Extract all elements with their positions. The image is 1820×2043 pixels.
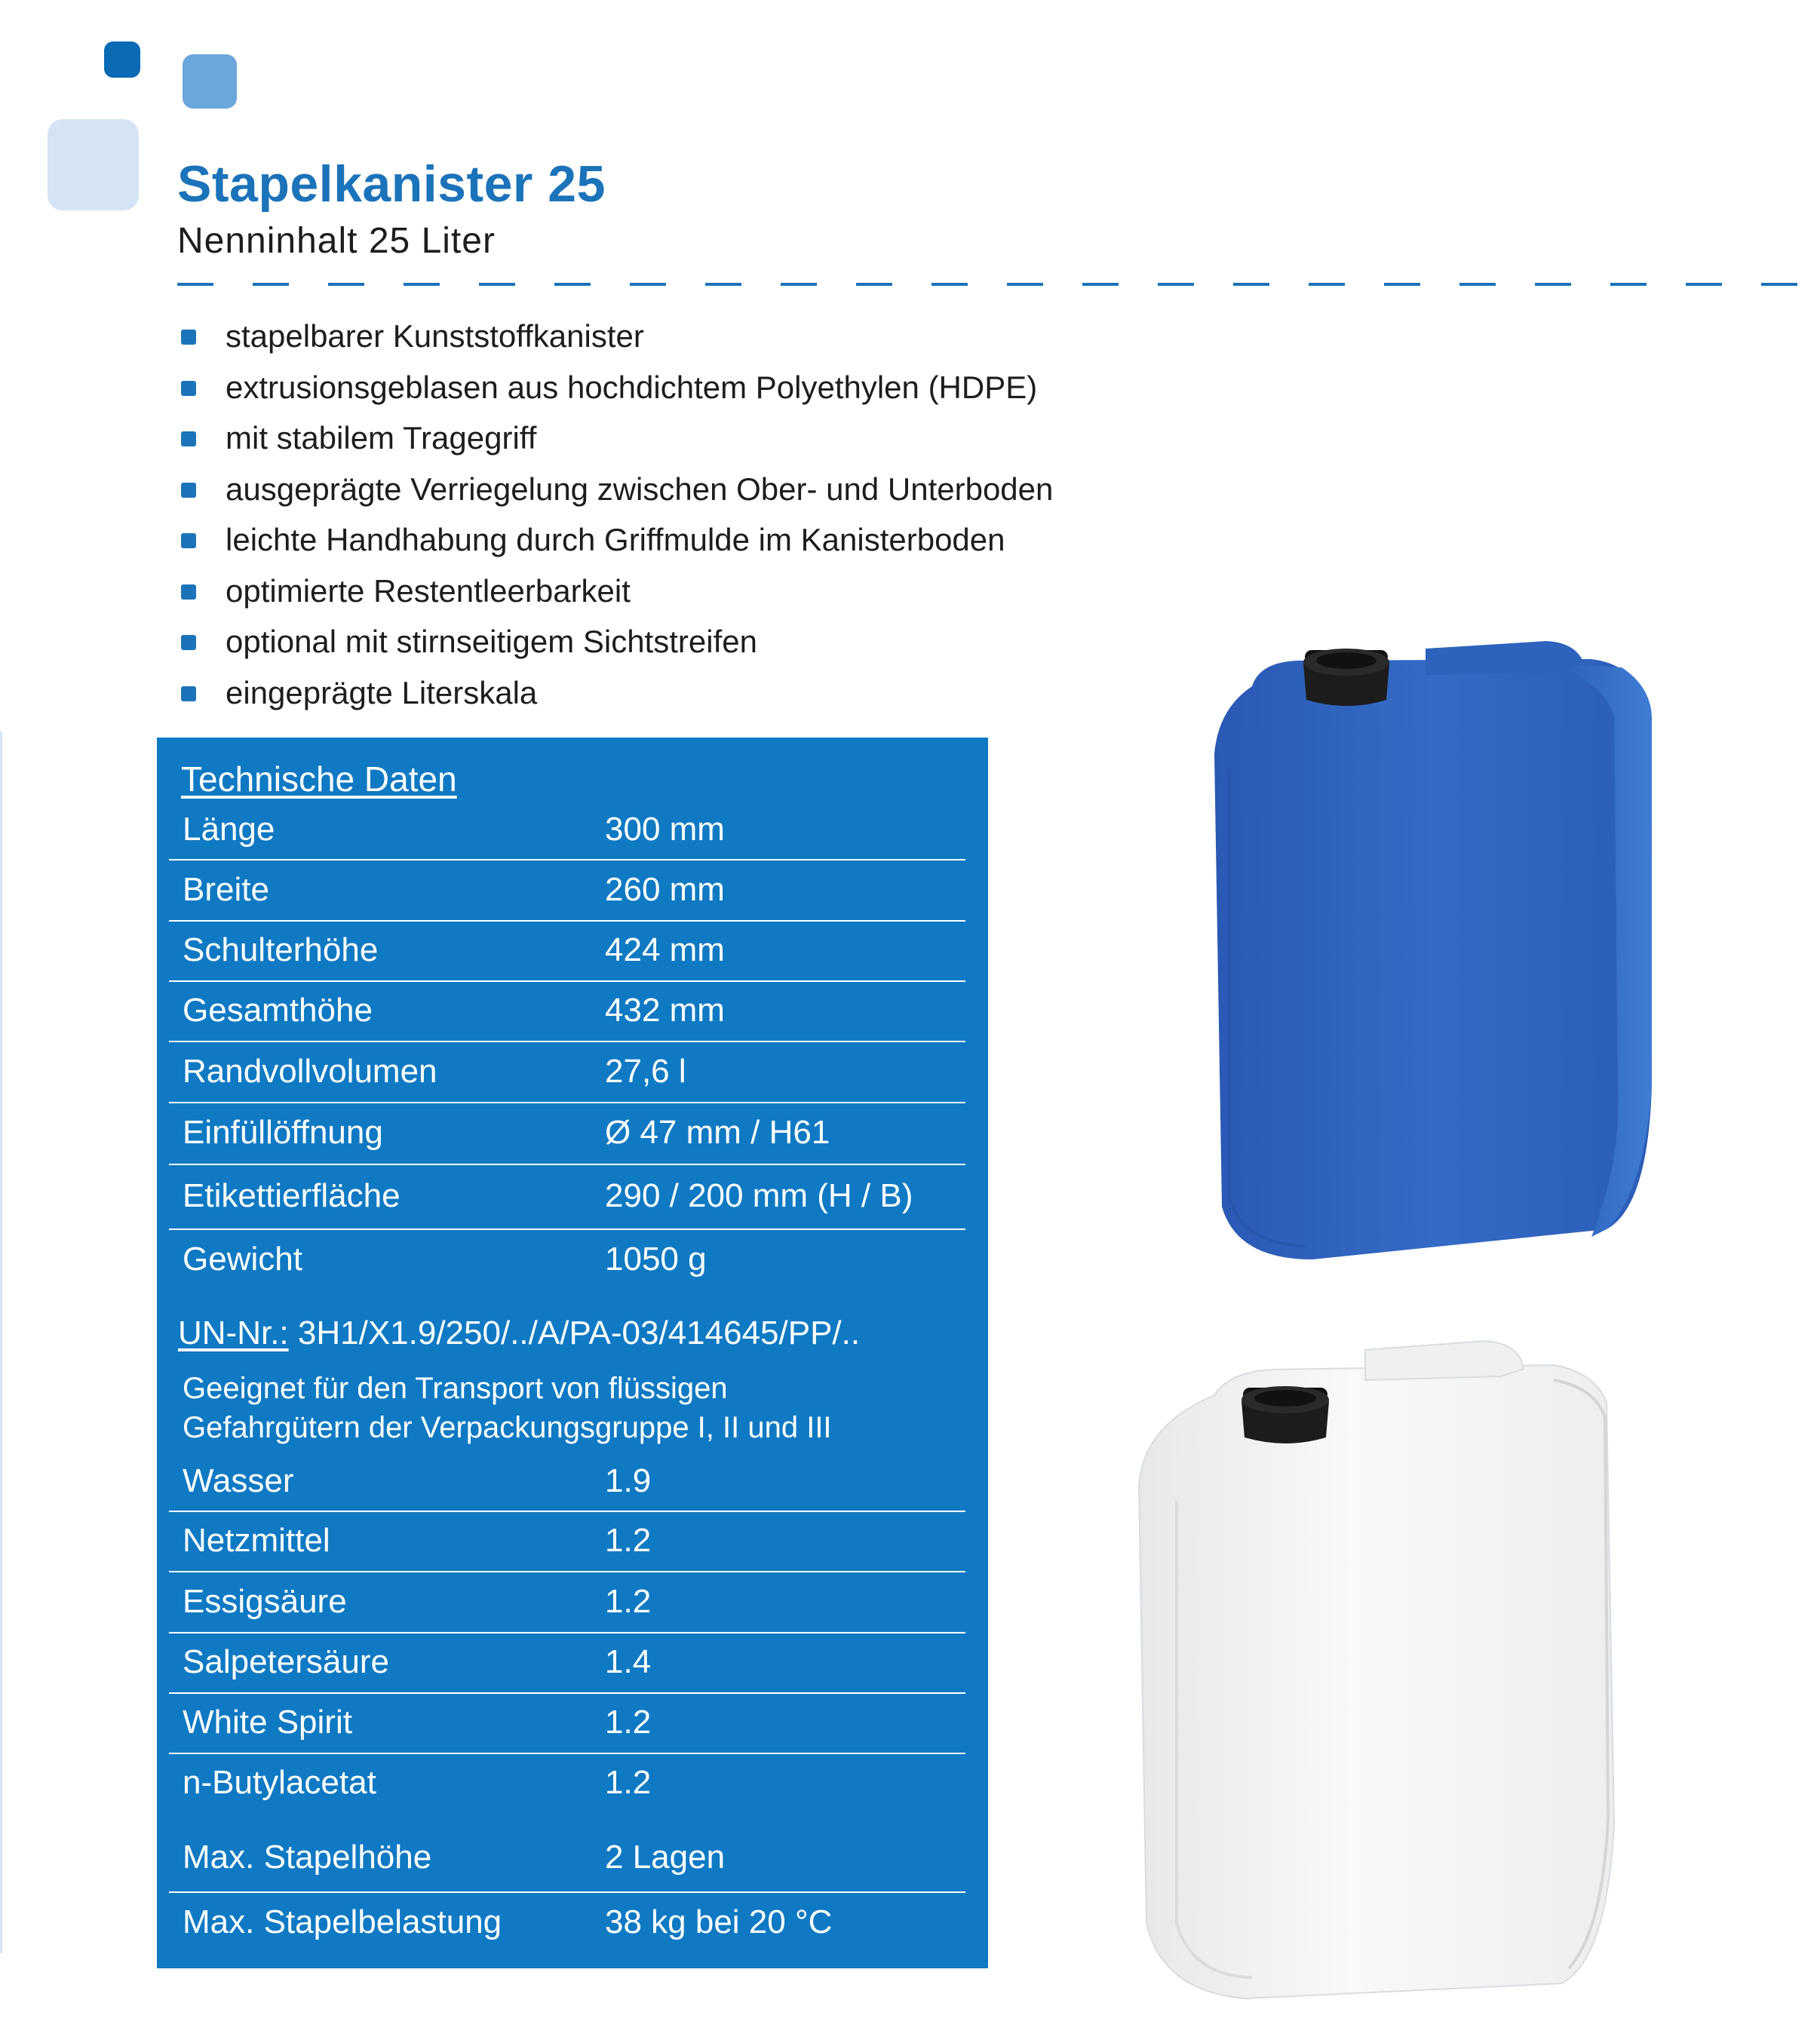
spec-row — [169, 1229, 965, 1290]
un-number — [178, 1314, 860, 1352]
spec-label: Schulterhöhe — [183, 931, 379, 968]
stack-row — [169, 1891, 965, 1953]
spec-label: Etikettierfläche — [183, 1177, 401, 1214]
spec-label: Länge — [183, 810, 275, 848]
feature-item — [177, 667, 1053, 719]
un-number-label: UN-Nr.: — [178, 1314, 289, 1351]
chemical-row — [169, 1571, 965, 1633]
chemical-label: Wasser — [183, 1462, 294, 1499]
chemical-row — [169, 1692, 965, 1754]
chemical-value: 1.2 — [605, 1582, 652, 1620]
spec-row — [169, 1102, 965, 1165]
spec-value: 290 / 200 mm (H / B) — [605, 1177, 913, 1214]
spec-row — [169, 799, 965, 860]
bullet-icon — [181, 686, 196, 701]
feature-item — [177, 464, 1053, 515]
spec-value: 424 mm — [605, 931, 725, 968]
spec-label: Gesamthöhe — [183, 992, 373, 1029]
chemical-row — [169, 1753, 965, 1813]
chemical-row — [169, 1451, 965, 1512]
feature-item — [177, 616, 1053, 667]
chemical-label: White Spirit — [183, 1704, 352, 1741]
spec-row — [169, 920, 965, 982]
chemical-label: Netzmittel — [183, 1522, 330, 1559]
bullet-icon — [181, 483, 196, 498]
chemical-label: n-Butylacetat — [183, 1764, 376, 1801]
transport-note-line: Geeignet für den Transport von flüssigen — [183, 1372, 728, 1405]
bullet-icon — [181, 330, 196, 345]
page-subtitle: Nenninhalt 25 Liter — [177, 221, 496, 261]
spec-label: Einfüllöffnung — [183, 1114, 383, 1151]
left-edge-line — [0, 732, 2, 1953]
spec-row — [169, 1164, 965, 1230]
feature-item — [177, 413, 1053, 464]
bullet-icon — [181, 635, 196, 650]
chemical-value: 1.2 — [605, 1522, 652, 1559]
technical-data-heading: Technische Daten — [181, 759, 457, 799]
feature-text: mit stabilem Tragegriff — [226, 420, 537, 456]
chemical-label: Salpetersäure — [183, 1643, 389, 1680]
chemical-label: Essigsäure — [183, 1582, 347, 1620]
spec-label: Randvollvolumen — [183, 1052, 437, 1090]
chemical-row — [169, 1632, 965, 1694]
deco-square-dark — [104, 41, 140, 78]
bullet-icon — [181, 431, 196, 446]
deco-square-light — [48, 119, 139, 210]
stack-label: Max. Stapelhöhe — [183, 1839, 432, 1876]
deco-square-medium — [183, 54, 237, 109]
spec-value: Ø 47 mm / H61 — [605, 1114, 830, 1151]
chemical-value: 1.2 — [605, 1704, 652, 1741]
dashed-divider — [177, 283, 1814, 286]
spec-value: 27,6 l — [605, 1052, 686, 1090]
spec-row — [169, 859, 965, 922]
spec-value: 300 mm — [605, 810, 725, 848]
feature-text: optimierte Restentleerbarkeit — [226, 572, 631, 609]
feature-text: ausgeprägte Verriegelung zwischen Ober- und Unterboden — [226, 471, 1054, 507]
feature-text: optional mit stirnseitigem Sichtstreifen — [226, 624, 757, 659]
spec-row — [169, 980, 965, 1042]
spec-label: Gewicht — [183, 1241, 302, 1278]
stack-row — [169, 1824, 965, 1893]
bullet-icon — [181, 584, 196, 600]
bullet-icon — [181, 533, 196, 548]
spec-value: 260 mm — [605, 870, 725, 908]
white-canister-image — [1131, 1335, 1629, 2014]
feature-item — [177, 566, 1053, 617]
feature-text: stapelbarer Kunststoffkanister — [226, 318, 644, 354]
technical-data-panel — [157, 738, 988, 1968]
chemical-value: 1.4 — [605, 1643, 652, 1680]
feature-list — [177, 311, 1053, 718]
feature-text: eingeprägte Literskala — [226, 674, 538, 710]
transport-note-line: Gefahrgütern der Verpackungsgruppe I, II und III — [183, 1411, 832, 1444]
feature-text: extrusionsgeblasen aus hochdichtem Polyethylen (HDPE) — [226, 369, 1038, 405]
feature-item — [177, 514, 1053, 566]
stack-label: Max. Stapelbelastung — [183, 1903, 502, 1940]
feature-item — [177, 362, 1053, 413]
spec-row — [169, 1041, 965, 1103]
chemical-value: 1.9 — [605, 1462, 652, 1499]
spec-label: Breite — [183, 870, 269, 908]
transport-note — [183, 1369, 937, 1447]
blue-canister-image — [1199, 633, 1682, 1282]
spec-value: 432 mm — [605, 992, 725, 1029]
stack-value: 38 kg bei 20 °C — [605, 1903, 833, 1940]
stack-value: 2 Lagen — [605, 1839, 726, 1876]
feature-item — [177, 311, 1053, 362]
chemical-value: 1.2 — [605, 1764, 652, 1801]
un-number-value: 3H1/X1.9/250/../A/PA-03/414645/PP/.. — [288, 1314, 861, 1351]
chemical-row — [169, 1511, 965, 1572]
bullet-icon — [181, 381, 196, 396]
spec-value: 1050 g — [605, 1241, 707, 1278]
page-title: Stapelkanister 25 — [177, 155, 606, 213]
feature-text: leichte Handhabung durch Griffmulde im Kanisterboden — [226, 522, 1005, 557]
